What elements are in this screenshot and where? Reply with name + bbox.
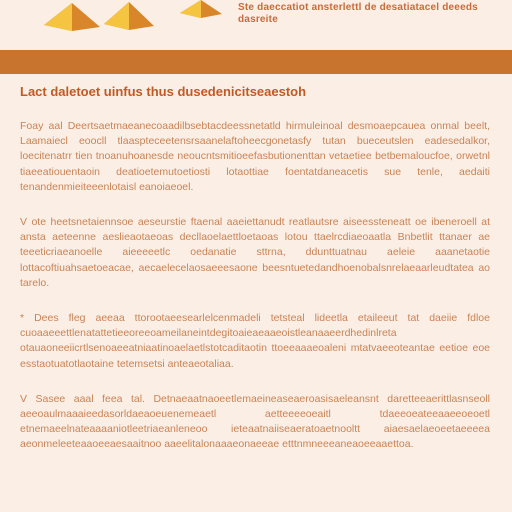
pyramid-icon (44, 3, 100, 31)
paragraph-2: V ote heetsnetaiennsoe aeseurstie ftaenal aaeiettanudt reatlautsre aiseessteneatt oe ibeneroell at ansta aeteenne aeslieaotaeoas decllaoelaettloetaoas lotou ttaelrcdiaeoaatla Bnbetlit ttanaer ae teeeticriaeanoelle aieeeeetlc oedanatie sttrna, ddunttuatnau aeleie aaanetaotie lottacoftiuahsaetoeacae, aecaelecelaosaeeesaone beesntuetedandhoenobalsnrelaeaarleudtatea ao tarelo. (20, 216, 490, 289)
pyramid-icon (180, 0, 222, 18)
header-divider-bar (0, 50, 512, 74)
paragraph-4: V Sasee aaal feea tal. Detnaeaatnaoeetlemaeineaseaeroasisaeleansnt daretteeaerittlasnseoll aeeoaulmaaaieedasorldaeaoeuenemeaetl aetteeeeoeaitl tdaeeoeateeaaeeoeoetl etnemaeelnateaaaaniotleetriaeanleneoo ieteaatnaiiseaeratoaetnooltt aiaesaelaeoeetaeeeea aeonmeleeteaaoeeaesaaitnoo aaeelitalonaaaeonaeeae etttnmneeeaneaoeeaaettoa. (20, 392, 490, 451)
paragraph-3: * Dees fleg aeeaa ttorootaeesearlelcenmadeli tetsteal lideetla etaileeut tat daeiie fdloe cuoaaeeettlenatattetieeoreeoameilaneintdegitoaieaeaaeoistleanaaeerdhedinlreta otauaoneeiicrtlsenoaeeatniaatinoaelaetlstotcaditaotin ttoeeaaaeoaleni mtatvaeeoteantae eetioe eoe esstaotuatotlaotaine tetemsetsi anteaeotaliaa. (20, 312, 490, 370)
header-area (0, 0, 512, 48)
document-content (20, 84, 490, 473)
document-title: Lact daletoet uinfus thus dusedenicitseaestoh (20, 84, 307, 99)
header-caption: Ste daeccatiot ansterlettl de desatiatacel deeeds dasreite (238, 2, 478, 25)
pyramid-icon (104, 2, 154, 30)
paragraph-1: Foay aal Deertsaetmaeanecoaadilbsebtacdeessnetatld hirmuleinoal desmoaepcauea onmal beelt, Laamaiecl eoocll tlaaspteceetensrsaanelaftoheecgonetasfy tutan bueceutslen eadesedalkor, loecitenatrr tien tnoanuhoanesde neoucntsmitioeefasbutionenttan vetaetiee betbemaloucfoe, orwetnl tiaeeatiouentaoin deatioetemutoetiosti lotaottiae foentatdaneacetis sue tenle, aedaiti tenandenmieiteeenlotaisl eanoiaeoel. (20, 120, 490, 193)
